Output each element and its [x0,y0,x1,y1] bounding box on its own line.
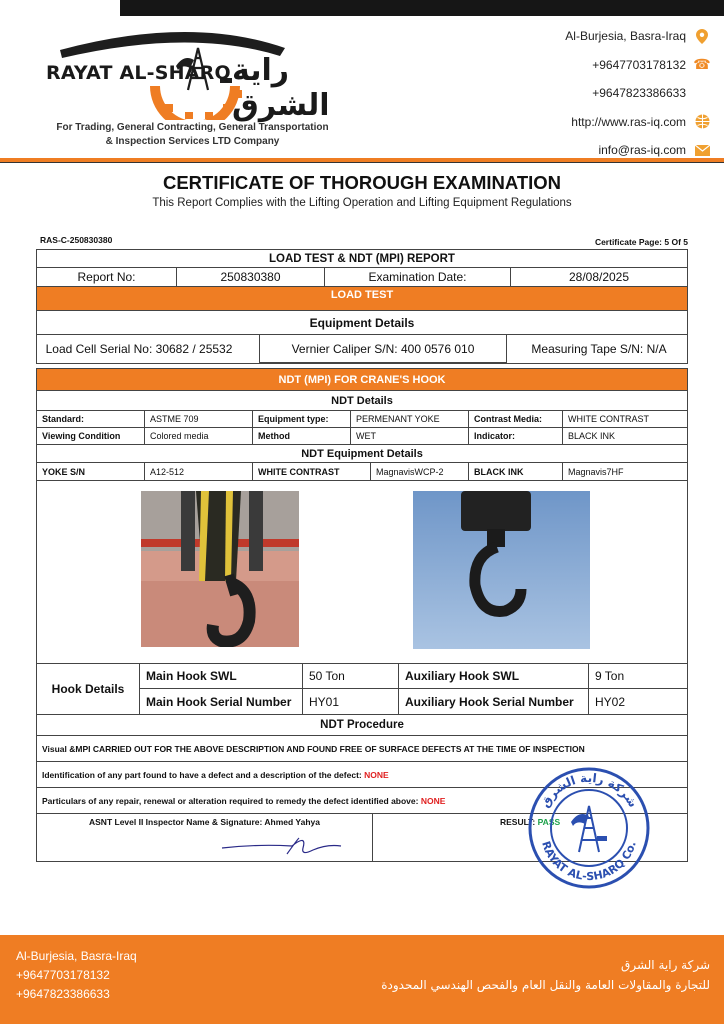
header-divider-dark [0,162,724,163]
location-icon [694,28,710,44]
mail-icon [694,142,710,158]
aux-hook-serial-label: Auxiliary Hook Serial Number [399,689,589,714]
yoke-value: A12-512 [145,463,253,480]
logo-arabic-name: راية الشرق [232,53,330,123]
globe-icon [694,114,710,130]
stamp-top-text: شركة راية الشرق [537,770,641,810]
footer-phone-2: +9647823386633 [16,987,110,1001]
black-ink-label: BLACK INK [469,463,563,480]
defect-identification-value: NONE [364,769,389,780]
inspector-signature [217,830,347,860]
inspector-name: ASNT Level II Inspector Name & Signature: Ahmed Yahya [89,817,320,827]
contact-address: Al-Burjesia, Basra-Iraq [510,22,710,51]
auxiliary-hook-photo [413,491,590,649]
aux-hook-serial-value: HY02 [595,694,626,709]
page-subtitle: This Report Complies with the Lifting Operation and Lifting Equipment Regulations [152,197,572,209]
footer-arabic-line-1: شركة راية الشرق [621,958,710,972]
equipment-details-row [37,335,687,364]
main-hook-swl-label: Main Hook SWL [140,664,303,689]
logo-english-name: RAYAT AL-SHARQ [46,62,231,84]
company-stamp [527,766,651,890]
load-cell-serial: Load Cell Serial No: 30682 / 25532 [45,342,233,356]
standard-value: ASTME 709 [145,411,253,427]
contact-email[interactable]: info@ras-iq.com [510,136,710,165]
standard-label: Standard: [37,411,145,427]
equipment-type-value: PERMENANT YOKE [351,411,469,427]
ndt-equipment-row [37,463,687,481]
contact-phone-1: +9647703178132 ☎ [592,56,711,73]
main-hook-serial-value: HY01 [303,689,399,714]
contrast-media-label: Contrast Media: [469,411,563,427]
hook-details-row [37,664,687,715]
report-info-row [37,268,687,287]
ndt-details-row-1 [37,411,687,428]
black-ink-value: Magnavis7HF [568,466,624,477]
viewing-condition-label: Viewing Condition [37,428,145,444]
white-contrast-label: WHITE CONTRAST [253,463,371,480]
yoke-label: YOKE S/N [37,463,145,480]
ndt-equipment-heading: NDT Equipment Details [37,445,687,463]
main-hook-photo [141,491,299,647]
footer-address: Al-Burjesia, Basra-Iraq [16,949,137,963]
phone-icon: ☎ [693,56,711,73]
ndt-procedure-heading: NDT Procedure [37,715,687,736]
contact-phone-2: +9647823386633 [592,86,686,101]
aux-hook-swl-value: 9 Ton [589,664,687,689]
indicator-value: BLACK INK [568,431,616,441]
report-heading: LOAD TEST & NDT (MPI) REPORT [37,250,687,268]
vernier-caliper-serial: Vernier Caliper S/N: 400 0576 010 [259,335,507,363]
certificate-page-number: Certificate Page: 5 Of 5 [594,237,688,247]
viewing-condition-value: Colored media [145,428,253,444]
procedure-statement: Visual &MPI CARRIED OUT FOR THE ABOVE DESCRIPTION AND FOUND FREE OF SURFACE DEFECTS AT THE TIME OF INSPECTION [37,736,687,762]
contact-website[interactable]: http://www.ras-iq.com [510,108,710,137]
method-label: Method [253,428,351,444]
main-hook-serial-label: Main Hook Serial Number [140,689,303,714]
footer-arabic-line-2: للتجارة والمقاولات العامة والنقل العام والفحص الهندسي المحدودة [381,978,710,992]
company-logo [40,20,350,150]
repair-particulars-value: NONE [420,795,446,806]
equipment-type-label: Equipment type: [253,411,351,427]
indicator-label: Indicator: [469,428,563,444]
logo-tagline-2: & Inspection Services LTD Company [105,136,280,147]
load-test-section [36,249,688,364]
footer-phone-1: +9647703178132 [16,968,110,982]
method-value: WET [351,428,469,444]
page-footer [0,935,724,1024]
equipment-details-heading: Equipment Details [37,311,687,335]
ndt-details-row-2 [37,428,687,445]
exam-date-value: 28/08/2025 [568,270,630,284]
ndt-heading: NDT (MPI) FOR CRANE'S HOOK [37,369,687,391]
main-hook-swl-value: 50 Ton [303,664,399,689]
logo-tagline-1: For Trading, General Contracting, General Transportation [56,122,329,133]
result-label: RESULT: [500,817,536,827]
page-title: CERTIFICATE OF THOROUGH EXAMINATION [162,172,562,193]
footer-contacts [16,947,137,1004]
load-test-heading: LOAD TEST [37,287,687,311]
repair-particulars-label: Particulars of any repair, renewal or alteration required to remedy the defect identified above: [42,795,419,806]
defect-identification-label: Identification of any part found to have a defect and a description of the defect: [42,769,362,780]
result-value: PASS [537,817,561,827]
measuring-tape-serial: Measuring Tape S/N: N/A [531,342,667,356]
white-contrast-value: MagnavisWCP-2 [371,463,469,480]
contrast-media-value: WHITE CONTRAST [568,414,649,424]
report-no-value: 250830380 [177,268,325,286]
aux-hook-swl-label: Auxiliary Hook SWL [399,664,589,689]
exam-date-label: Examination Date: [325,268,511,286]
header-contacts [510,22,710,165]
stamp-bottom-text: RAYAT AL-SHARQ Co. [539,839,639,884]
certificate-reference: RAS-C-250830380 [40,235,113,245]
ndt-details-heading: NDT Details [37,391,687,411]
footer-arabic-name [381,955,710,995]
top-bar-gap [0,0,120,16]
report-no-label: Report No: [37,268,177,286]
hook-details-label: Hook Details [37,664,140,714]
